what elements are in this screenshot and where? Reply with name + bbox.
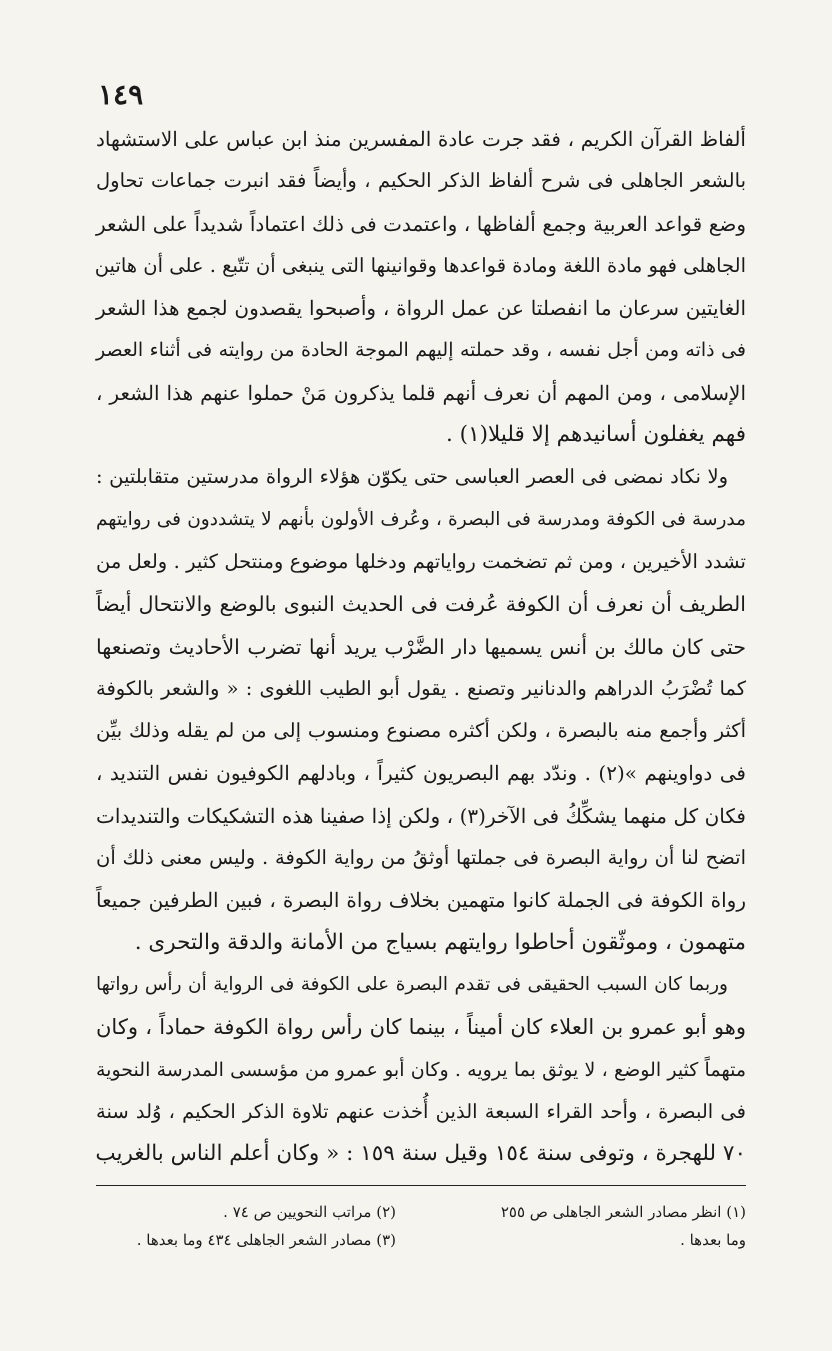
text-line: ألفاظ القرآن الكريم ، فقد جرت عادة المفسرين منذ ابن عباس على الاستشهاد	[96, 127, 746, 151]
text-line: كما تُضْرَبُ الدراهم والدنانير وتصنع . يقول أبو الطيب اللغوى : « والشعر بالكوفة	[96, 676, 746, 700]
body-text	[96, 118, 746, 1175]
text-line: فى دواوينهم »(٢) . وندّد بهم البصريون كثيراً ، وبادلهم الكوفيون نفس التنديد ،	[96, 761, 746, 786]
text-line: فهم يغفلون أسانيدهم إلا قليلا(١) .	[446, 422, 746, 448]
text-line: ٧٠ للهجرة ، وتوفى سنة ١٥٤ وقيل سنة ١٥٩ : « وكان أعلم الناس بالغريب	[95, 1141, 746, 1167]
text-line: أكثر وأجمع منه بالبصرة ، ولكن أكثره مصنوع ومنسوب إلى من لم يقله وذلك بيِّن	[96, 719, 746, 743]
text-line: الطريف أن نعرف أن الكوفة عُرفت فى الحديث النبوى بالوضع والانتحال أيضاً	[96, 592, 746, 617]
footnotes	[96, 1198, 746, 1254]
footnote-row-1	[96, 1198, 746, 1226]
footnote-row-2	[96, 1226, 746, 1254]
text-line: وربما كان السبب الحقيقى فى تقدم البصرة على الكوفة فى الرواية أن رأس رواتها	[96, 973, 728, 995]
footnote-1: (١) انظر مصادر الشعر الجاهلى ص ٢٥٥	[500, 1203, 746, 1221]
footnote-1-continued: وما بعدها .	[680, 1231, 746, 1249]
text-line: متهمون ، وموثّقون أحاطوا روايتهم بسياج من الأمانة والدقة والتحرى .	[134, 929, 746, 955]
text-line: فى البصرة ، وأحد القراء السبعة الذين أُخذت عنهم تلاوة الذكر الحكيم ، وُلد سنة	[96, 1099, 746, 1123]
text-line: متهماً كثير الوضع ، لا يوثق بما يرويه . وكان أبو عمرو من مؤسسى المدرسة النحوية	[96, 1058, 746, 1081]
text-line: وهو أبو عمرو بن العلاء كان أميناً ، بينما كان رأس رواة الكوفة حماداً ، وكان	[96, 1015, 746, 1040]
text-line: وضع قواعد العربية وجمع ألفاظها ، واعتمدت فى ذلك اعتماداً شديداً على الشعر	[96, 211, 746, 236]
text-line: اتضح لنا أن رواية البصرة فى جملتها أوثقُ من رواية الكوفة . وليس معنى ذلك أن	[96, 846, 746, 870]
footnote-2: (٢) مراتب النحويين ص ٧٤ .	[223, 1203, 396, 1221]
text-line: الإسلامى ، ومن المهم أن نعرف أنهم قلما يذكرون مَنْ حملوا عنهم هذا الشعر ،	[96, 380, 746, 405]
text-line: فى ذاته ومن أجل نفسه ، وقد حملته إليهم الموجة الحادة من روايته فى أثناء العصر	[96, 339, 746, 362]
page-number: ١٤٩	[98, 78, 144, 111]
text-line: حتى كان مالك بن أنس يسميها دار الضَّرْب يريد أنها تضرب الأحاديث وتصنعها	[96, 634, 746, 659]
text-line: رواة الكوفة فى الجملة كانوا متهمين بخلاف رواة البصرة ، فبين الطرفين جميعاً	[96, 888, 746, 913]
text-line: مدرسة فى الكوفة ومدرسة فى البصرة ، وعُرف الأولون بأنهم لا يتشددون فى روايتهم	[96, 508, 746, 530]
text-line: ولا نكاد نمضى فى العصر العباسى حتى يكوّن هؤلاء الرواة مدرستين متقابلتين :	[96, 465, 728, 489]
footnote-divider	[96, 1185, 746, 1186]
text-line: تشدد الأخيرين ، ومن ثم تضخمت رواياتهم ودخلها موضوع ومنتحل كثير . ولعل من	[96, 549, 746, 573]
footnote-3: (٣) مصادر الشعر الجاهلى ٤٣٤ وما بعدها .	[136, 1231, 396, 1249]
text-line: فكان كل منهما يشكِّكُ فى الآخر(٣) ، ولكن إذا صفينا هذه التشكيكات والتنديدات	[96, 803, 746, 828]
text-line: الغايتين سرعان ما انفصلتا عن عمل الرواة ، وأصبحوا يقصدون لجمع هذا الشعر	[96, 296, 746, 321]
text-line: الجاهلى فهو مادة اللغة ومادة قواعدها وقوانينها التى ينبغى أن تتّبع . على أن هاتين	[94, 253, 746, 277]
text-line: بالشعر الجاهلى فى شرح ألفاظ الذكر الحكيم ، وأيضاً فقد انبرت جماعات تحاول	[96, 169, 746, 193]
